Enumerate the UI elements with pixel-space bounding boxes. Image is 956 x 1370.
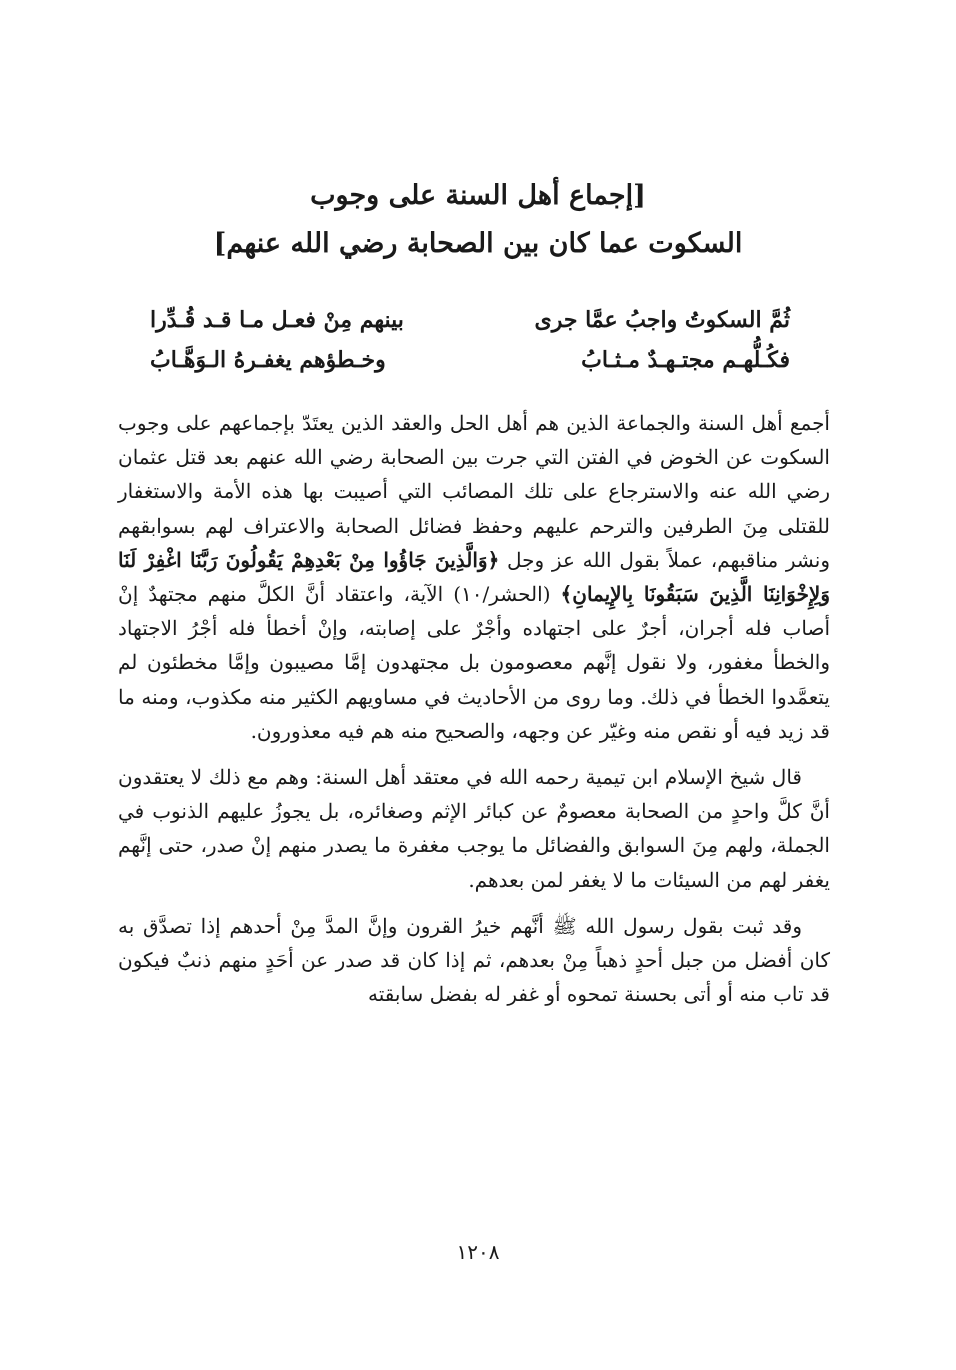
poem-verse bbox=[150, 340, 790, 380]
body-text bbox=[118, 406, 830, 1023]
poem-verse bbox=[150, 300, 790, 340]
paragraph-text: أجمع أهل السنة والجماعة الذين هم أهل الحل والعقد الذين يعتَدّ بإجماعهم على وجوب السكوت عن الخوض في الفتن التي جرت بين الصحابة رضي الله عنهم بعد قتل عثمان رضي الله عنه والاسترجاع على تلك المصائب التي أصيبت بها هذه الأمة والاستغفار للقتلى مِنَ الطرفين والترحم عليهم وحفظ فضائل الصحابة والاعتراف لهم بسوابقهم ونشر مناقبهم، عملاً بقول الله عز وجل bbox=[118, 411, 831, 572]
verse-second-hemistich: بينهم مِنْ فعـل مـا قـد قُـدِّرا bbox=[150, 307, 404, 333]
quran-verse: ﴿وَالَّذِينَ جَاؤُوا مِنْ بَعْدِهِمْ يَقُولُونَ رَبَّنَا اغْفِرْ لَنَا وَلِإِخْوَانِنَا الَّذِينَ سَبَقُونَا بِالإِيمانِ﴾ bbox=[118, 547, 830, 607]
verse-first-hemistich: فكُـلُّهـم مجتـهـدٌ مـثـابُ bbox=[581, 347, 790, 373]
paragraph-text: (الحشر/١٠) الآية، واعتقاد أنَّ الكلَّ منهم مجتهدٌ إنْ أصاب فله أجران، أجرٌ على اجتهاده وأجْرٌ على إصابته، وإنْ أخطأ فله أجْرُ الاجتهاد والخطأ مغفور، ولا نقول إنَّهم معصومون بل مجتهدون إمَّا مصيبون وإمَّا مخطئون لم يتعمَّدوا الخطأ في ذلك. وما روى من الأحاديث في مساويهم الكثير منه مكذوب، ومنه ما قد زيد فيه أو نقص منه وغيّر عن وجهه، والصحيح منه هم فيه معذورون. bbox=[118, 582, 830, 743]
poem-verses bbox=[150, 300, 790, 380]
heading-line-1: [إجماع أهل السنة على وجوب bbox=[310, 180, 646, 211]
verse-first-hemistich: ثُمَّ السكوتُ واجبُ عمَّا جرى bbox=[534, 307, 790, 333]
heading-line-2: السكوت عما كان بين الصحابة رضي الله عنهم] bbox=[213, 228, 743, 259]
paragraph: قال شيخ الإسلام ابن تيمية رحمه الله في معتقد أهل السنة: وهم مع ذلك لا يعتقدون أنَّ كلَّ واحدٍ من الصحابة معصومٌ عن كبائر الإثم وصغائره، بل يجوزُ عليهم الذنوب في الجملة، ولهم مِنَ السوابق والفضائل ما يوجب مغفرة ما يصدر منهم إنْ صدر، حتى إنَّهم يغفر لهم من السيئات ما لا يغفر لمن بعدهم. bbox=[118, 765, 830, 892]
paragraph bbox=[118, 406, 830, 748]
section-heading bbox=[120, 172, 836, 268]
page-number: ١٢٠٨ bbox=[456, 1240, 500, 1264]
paragraph: وقد ثبت بقول رسول الله ﷺ أنَّهم خيرُ القرون وإنَّ المدَّ مِنْ أحدهم إذا تصدَّق به كان أفضل من جبل أحدٍ ذهباً مِنْ بعدهم، ثم إذا كان قد صدر عن أحَدٍ منهم ذنبٌ فيكون قد تاب منه أو أتى بحسنة تمحوه أو غفر له بفضل سابقته bbox=[118, 913, 830, 1007]
verse-second-hemistich: وخـطؤهم يغفـرهُ الـوَهَّـابُ bbox=[150, 347, 386, 373]
